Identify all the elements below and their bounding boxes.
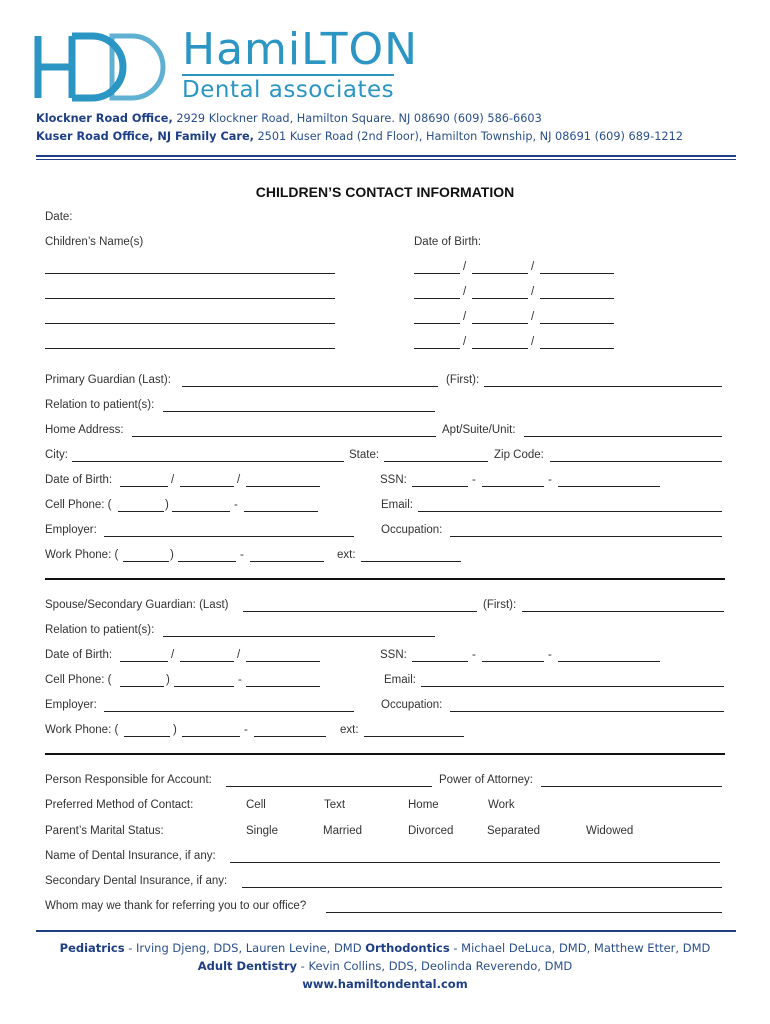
spouse-guardian-first-field[interactable]: [522, 611, 724, 612]
child-dob-day-4[interactable]: [472, 348, 528, 349]
zip-label: Zip Code:: [494, 449, 544, 461]
primary-cell-prefix-field[interactable]: [172, 511, 230, 512]
city-field[interactable]: [72, 461, 344, 462]
form-title: CHILDREN’S CONTACT INFORMATION: [255, 184, 515, 200]
primary-ssn-3-field[interactable]: [558, 486, 660, 487]
spouse-dob-label: Date of Birth:: [45, 649, 113, 661]
primary-cell-label: Cell Phone: (: [45, 499, 112, 511]
primary-guardian-last-field[interactable]: [182, 386, 438, 387]
primary-employer-label: Employer:: [45, 524, 97, 536]
spouse-ssn-1-field[interactable]: [412, 661, 468, 662]
footer-adult-label: Adult Dentistry: [197, 959, 298, 973]
dob-slash: /: [463, 261, 467, 273]
city-label: City:: [45, 449, 68, 461]
spouse-guardian-label: Spouse/Secondary Guardian: (Last): [45, 599, 229, 611]
marital-option-married[interactable]: Married: [323, 825, 362, 837]
child-name-field-2[interactable]: [45, 298, 335, 299]
primary-employer-field[interactable]: [104, 536, 354, 537]
dob-slash: /: [171, 649, 175, 661]
primary-relation-label: Relation to patient(s):: [45, 399, 155, 411]
primary-ext-field[interactable]: [361, 561, 461, 562]
spouse-work-line-field[interactable]: [254, 736, 326, 737]
dob-slash: /: [531, 336, 535, 348]
person-responsible-label: Person Responsible for Account:: [45, 774, 212, 786]
child-dob-day-2[interactable]: [472, 298, 528, 299]
spouse-ssn-label: SSN:: [380, 649, 407, 661]
office-klockner-name: Klockner Road Office,: [36, 112, 173, 125]
children-names-label: Children’s Name(s): [45, 236, 144, 248]
marital-option-single[interactable]: Single: [246, 825, 278, 837]
spouse-guardian-last-field[interactable]: [243, 611, 477, 612]
person-responsible-field[interactable]: [226, 786, 432, 787]
logo: [34, 24, 464, 103]
spouse-work-phone-label: Work Phone: (: [45, 724, 119, 736]
spouse-ssn-3-field[interactable]: [558, 661, 660, 662]
date-label: Date:: [45, 211, 73, 223]
dob-slash: /: [463, 336, 467, 348]
footer-line-1: [0, 941, 770, 955]
brand-subtitle: Dental associates: [182, 74, 394, 104]
spouse-cell-area-field[interactable]: [120, 686, 164, 687]
hdd-monogram-icon: [34, 30, 184, 102]
home-address-label: Home Address:: [45, 424, 124, 436]
contact-option-work[interactable]: Work: [488, 799, 515, 811]
child-dob-year-2[interactable]: [540, 298, 614, 299]
primary-guardian-first-field[interactable]: [484, 386, 722, 387]
spouse-cell-line-field[interactable]: [246, 686, 320, 687]
dob-slash: /: [171, 474, 175, 486]
primary-cell-area-field[interactable]: [118, 511, 164, 512]
primary-cell-label-text: Cell Phone:: [45, 499, 105, 511]
ssn-dash: -: [548, 474, 552, 486]
footer-pediatrics-names: - Irving Djeng, DDS, Lauren Levine, DMD: [124, 941, 366, 955]
phone-dash: -: [240, 549, 244, 561]
spouse-relation-label: Relation to patient(s):: [45, 624, 155, 636]
dob-slash: /: [531, 286, 535, 298]
child-name-field-4[interactable]: [45, 348, 335, 349]
dental-insurance-field[interactable]: [230, 862, 720, 863]
primary-relation-field[interactable]: [163, 411, 435, 412]
contact-option-cell[interactable]: Cell: [246, 799, 266, 811]
child-dob-month-3[interactable]: [414, 323, 460, 324]
home-address-field[interactable]: [132, 436, 436, 437]
dob-slash: /: [531, 261, 535, 273]
footer-orthodontics-names: - Michael DeLuca, DMD, Matthew Etter, DMD: [449, 941, 711, 955]
ssn-dash: -: [548, 649, 552, 661]
dob-slash: /: [237, 474, 241, 486]
primary-ssn-2-field[interactable]: [482, 486, 544, 487]
primary-dob-label: Date of Birth:: [45, 474, 113, 486]
spouse-guardian-first-label: (First):: [483, 599, 517, 611]
preferred-contact-label: Preferred Method of Contact:: [45, 799, 194, 811]
primary-ssn-label: SSN:: [380, 474, 407, 486]
primary-work-prefix-field[interactable]: [178, 561, 236, 562]
child-dob-month-2[interactable]: [414, 298, 460, 299]
state-label: State:: [349, 449, 380, 461]
referral-field[interactable]: [326, 912, 722, 913]
footer-adult-names: - Kevin Collins, DDS, Deolinda Reverendo, DMD: [297, 959, 573, 973]
child-dob-month-4[interactable]: [414, 348, 460, 349]
primary-occupation-field[interactable]: [450, 536, 722, 537]
secondary-insurance-label: Secondary Dental Insurance, if any:: [45, 875, 228, 887]
paren-close: ): [170, 549, 174, 561]
dob-slash: /: [463, 311, 467, 323]
primary-cell-line-field[interactable]: [244, 511, 318, 512]
paren-close: ): [166, 674, 170, 686]
child-dob-year-1[interactable]: [540, 273, 614, 274]
children-dob-label: Date of Birth:: [414, 236, 482, 248]
primary-dob-year-field[interactable]: [246, 486, 320, 487]
zip-field[interactable]: [550, 461, 722, 462]
contact-option-text[interactable]: Text: [324, 799, 346, 811]
phone-dash: -: [244, 724, 248, 736]
state-field[interactable]: [384, 461, 488, 462]
apt-label: Apt/Suite/Unit:: [442, 424, 516, 436]
office-klockner-address: 2929 Klockner Road, Hamilton Square. NJ 08690 (609) 586-6603: [172, 112, 542, 125]
dental-insurance-label: Name of Dental Insurance, if any:: [45, 850, 216, 862]
footer-line-2: [0, 959, 770, 973]
primary-work-phone-label-text: Work Phone:: [45, 549, 112, 561]
primary-email-field[interactable]: [418, 511, 722, 512]
paren-close: ): [165, 499, 169, 511]
primary-dob-month-field[interactable]: [120, 486, 168, 487]
spouse-ssn-2-field[interactable]: [482, 661, 544, 662]
primary-guardian-first-label: (First):: [446, 374, 480, 386]
primary-occupation-label: Occupation:: [381, 524, 443, 536]
spouse-occupation-field[interactable]: [450, 711, 724, 712]
spouse-dob-year-field[interactable]: [246, 661, 320, 662]
spouse-cell-prefix-field[interactable]: [174, 686, 234, 687]
header-divider: [36, 155, 736, 160]
contact-option-home[interactable]: Home: [408, 799, 439, 811]
spouse-cell-label-text: Cell Phone:: [45, 674, 105, 686]
power-attorney-field[interactable]: [541, 786, 722, 787]
spouse-work-phone-label-text: Work Phone:: [45, 724, 112, 736]
ssn-dash: -: [472, 474, 476, 486]
spouse-ext-field[interactable]: [364, 736, 464, 737]
primary-work-area-field[interactable]: [123, 561, 169, 562]
child-dob-month-1[interactable]: [414, 273, 460, 274]
office-kuser: [36, 130, 683, 143]
marital-option-widowed[interactable]: Widowed: [586, 825, 634, 837]
dob-slash: /: [531, 311, 535, 323]
dob-slash: /: [463, 286, 467, 298]
section-divider: [45, 753, 725, 755]
primary-ext-label: ext:: [337, 549, 356, 561]
child-dob-day-1[interactable]: [472, 273, 528, 274]
spouse-employer-label: Employer:: [45, 699, 97, 711]
spouse-occupation-label: Occupation:: [381, 699, 443, 711]
child-dob-day-3[interactable]: [472, 323, 528, 324]
primary-email-label: Email:: [381, 499, 413, 511]
paren-close: ): [173, 724, 177, 736]
primary-work-phone-label: Work Phone: (: [45, 549, 119, 561]
footer-pediatrics-label: Pediatrics: [59, 941, 125, 955]
referral-label: Whom may we thank for referring you to our office?: [45, 900, 307, 912]
ssn-dash: -: [472, 649, 476, 661]
dob-slash: /: [237, 649, 241, 661]
phone-dash: -: [234, 499, 238, 511]
spouse-dob-day-field[interactable]: [180, 661, 234, 662]
child-dob-year-4[interactable]: [540, 348, 614, 349]
primary-ssn-1-field[interactable]: [412, 486, 468, 487]
child-name-field-3[interactable]: [45, 323, 335, 324]
office-kuser-address: 2501 Kuser Road (2nd Floor), Hamilton Township, NJ 08691 (609) 689-1212: [253, 130, 683, 143]
office-klockner: [36, 112, 542, 125]
footer-divider: [36, 930, 736, 932]
spouse-work-area-field[interactable]: [124, 736, 170, 737]
footer-website-link[interactable]: www.hamiltondental.com: [302, 977, 468, 991]
primary-dob-day-field[interactable]: [180, 486, 234, 487]
marital-option-separated[interactable]: Separated: [487, 825, 541, 837]
child-dob-year-3[interactable]: [540, 323, 614, 324]
spouse-relation-field[interactable]: [163, 636, 435, 637]
spouse-work-prefix-field[interactable]: [182, 736, 240, 737]
marital-option-divorced[interactable]: Divorced: [408, 825, 454, 837]
footer-orthodontics-label: Orthodontics: [365, 941, 450, 955]
spouse-email-label: Email:: [384, 674, 416, 686]
phone-dash: -: [238, 674, 242, 686]
spouse-ext-label: ext:: [340, 724, 359, 736]
primary-work-line-field[interactable]: [250, 561, 324, 562]
marital-status-label: Parent’s Marital Status:: [45, 825, 164, 837]
spouse-cell-label: Cell Phone: (: [45, 674, 112, 686]
secondary-insurance-field[interactable]: [242, 887, 722, 888]
child-name-field-1[interactable]: [45, 273, 335, 274]
brand-name: HamiLTON: [182, 24, 419, 75]
primary-guardian-label: Primary Guardian (Last):: [45, 374, 171, 386]
spouse-email-field[interactable]: [421, 686, 724, 687]
power-attorney-label: Power of Attorney:: [439, 774, 533, 786]
section-divider: [45, 578, 725, 580]
spouse-employer-field[interactable]: [104, 711, 354, 712]
spouse-dob-month-field[interactable]: [120, 661, 168, 662]
apt-field[interactable]: [524, 436, 722, 437]
office-kuser-name: Kuser Road Office, NJ Family Care,: [36, 130, 254, 143]
